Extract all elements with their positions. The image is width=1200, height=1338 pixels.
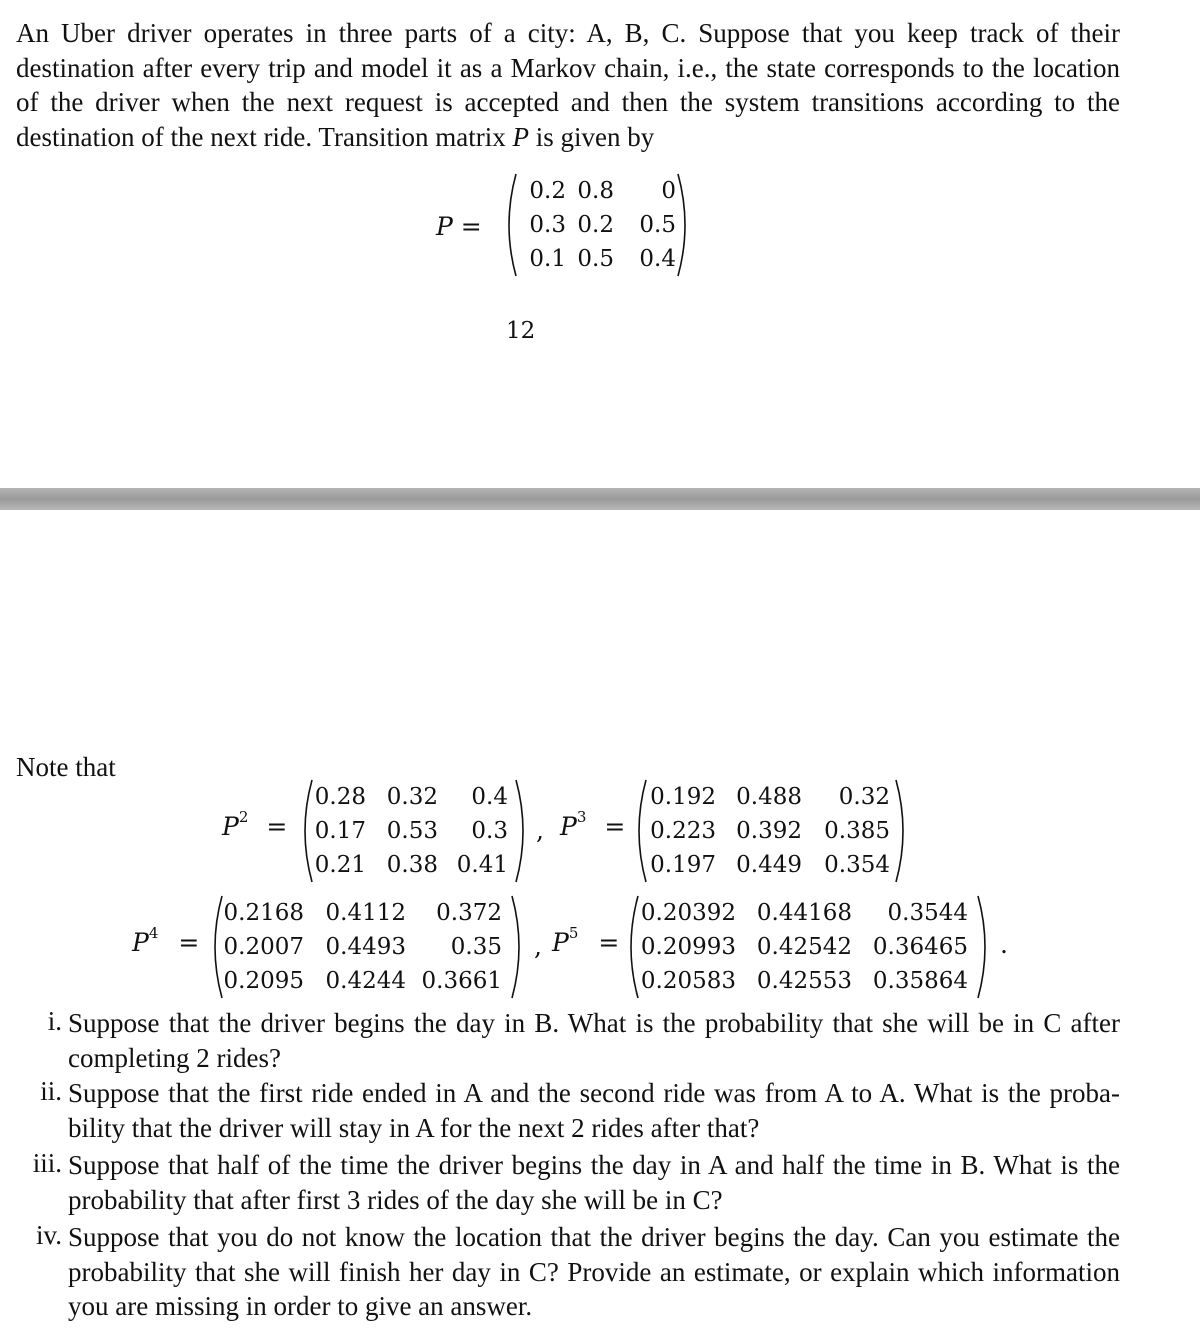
matrix_P4-cell-r1-c2: 0.4112 — [325, 900, 406, 926]
matrix-p5-symbol: P — [552, 928, 569, 957]
matrix-p-label — [436, 212, 482, 241]
matrix_P4-cell-r2-c1: 0.2007 — [223, 934, 304, 960]
matrix_P2-cell-r3-c1: 0.21 — [314, 852, 366, 878]
matrix-p5 — [624, 894, 992, 1000]
matrix_P2-left-paren — [305, 780, 312, 882]
matrix-p3-symbol: P — [560, 812, 577, 841]
intro-line-4c: is given by — [528, 121, 655, 152]
question-1-line-1: Suppose that the driver begins the day in B. What is the probability that she will be in C after — [68, 1008, 1120, 1038]
matrix_P-cell-r3-c2: 0.5 — [577, 246, 614, 272]
matrix-p2-symbol: P — [222, 812, 239, 841]
question-3-line-1: Suppose that half of the time the driver begins the day in A and half the time in B. What is the — [68, 1150, 1120, 1180]
comma-1: , — [536, 816, 544, 845]
matrix_P3-cell-r2-c1: 0.223 — [650, 818, 716, 844]
matrix_P4-cell-r1-c3: 0.372 — [436, 900, 502, 926]
matrix-p5-exponent: 5 — [568, 924, 579, 942]
matrix_P5-cell-r3-c2: 0.42553 — [756, 968, 852, 994]
matrix_P2-cell-r3-c2: 0.38 — [386, 852, 438, 878]
question-2-number: ii. — [40, 1076, 62, 1106]
matrix_P5-cell-r1-c3: 0.3544 — [887, 900, 968, 926]
matrix_P2-cell-r1-c1: 0.28 — [314, 784, 366, 810]
matrix_P2-cell-r2-c2: 0.53 — [386, 818, 438, 844]
matrix_P4-left-paren — [215, 896, 222, 998]
question-4-line-2: probability that she will finish her day in C? Provide an estimate, or explain which information — [68, 1256, 1120, 1287]
intro-line-4 — [16, 120, 1120, 155]
matrix_P2-right-paren — [516, 780, 523, 882]
matrix_P-cell-r3-c3: 0.4 — [639, 246, 676, 272]
question-3-line-2: probability that after first 3 rides of the day she will be in C? — [68, 1184, 723, 1215]
matrix_P3-cell-r3-c3: 0.354 — [824, 852, 890, 878]
page-number: 12 — [506, 318, 536, 344]
matrix-p4-exponent: 4 — [148, 924, 159, 942]
matrix_P-right-paren — [678, 174, 685, 276]
matrix-p5-label — [552, 924, 620, 957]
matrix_P4-cell-r3-c3: 0.3661 — [421, 968, 502, 994]
matrix_P5-left-paren — [631, 896, 638, 998]
question-4-line-3: you are missing in order to give an answer. — [68, 1291, 533, 1321]
matrix_P4-cell-r2-c2: 0.4493 — [325, 934, 406, 960]
intro-line-4-symbol: P — [512, 121, 529, 152]
matrix_P-left-paren — [509, 174, 516, 276]
matrix_P3-cell-r1-c1: 0.192 — [650, 784, 716, 810]
intro-paragraph — [16, 16, 1120, 154]
matrix-p-label-text: P = — [436, 212, 482, 241]
page-divider — [0, 488, 1200, 510]
matrix_P-cell-r2-c1: 0.3 — [529, 212, 566, 238]
matrix_P5-right-paren — [978, 896, 985, 998]
matrix_P5-cell-r2-c2: 0.42542 — [756, 934, 852, 960]
matrix-p4-symbol: P — [132, 928, 149, 957]
matrix_P-cell-r2-c2: 0.2 — [577, 212, 614, 238]
matrix-p5-eq: = — [598, 928, 620, 957]
matrix_P2-cell-r2-c3: 0.3 — [471, 818, 508, 844]
matrix_P-cell-r2-c3: 0.5 — [639, 212, 676, 238]
matrix-p2-exponent: 2 — [238, 808, 249, 826]
question-3 — [68, 1148, 1120, 1217]
matrix_P-cell-r1-c1: 0.2 — [529, 178, 566, 204]
matrix_P3-cell-r3-c1: 0.197 — [650, 852, 716, 878]
intro-line-2: destination after every trip and model it as a Markov chain, i.e., the state corresponds to the location — [16, 52, 1120, 83]
intro-line-4a: destination of the next ride. Transition matrix — [16, 121, 513, 152]
matrix-p2-label — [222, 808, 288, 841]
question-2-line-1: Suppose that the first ride ended in A and the second ride was from A to A. What is the proba- — [68, 1078, 1120, 1108]
matrix_P5-cell-r3-c1: 0.20583 — [640, 968, 736, 994]
matrix-p3-eq: = — [604, 812, 626, 841]
matrix-p4-label — [132, 924, 200, 957]
question-4-number: iv. — [36, 1220, 62, 1250]
matrix_P-cell-r3-c1: 0.1 — [529, 246, 566, 272]
question-2-line-2: bility that the driver will stay in A for the next 2 rides after that? — [68, 1112, 760, 1143]
matrix_P3-cell-r1-c2: 0.488 — [736, 784, 802, 810]
question-1 — [68, 1006, 1120, 1075]
intro-line-1: An Uber driver operates in three parts of a city: A, B, C. Suppose that you keep track of their — [16, 18, 1120, 48]
matrix_P5-cell-r2-c1: 0.20993 — [640, 934, 736, 960]
matrix-p4-eq: = — [178, 928, 200, 957]
matrix_P2-cell-r1-c3: 0.4 — [471, 784, 508, 810]
note-label: Note that — [16, 752, 116, 782]
matrix-p — [502, 172, 692, 278]
matrix-p2-eq: = — [266, 812, 288, 841]
matrix_P5-cell-r2-c3: 0.36465 — [872, 934, 968, 960]
matrix_P5-cell-r1-c1: 0.20392 — [640, 900, 736, 926]
matrix_P4-cell-r2-c3: 0.35 — [450, 934, 502, 960]
matrix_P3-cell-r2-c2: 0.392 — [736, 818, 802, 844]
question-2 — [68, 1076, 1120, 1145]
final-period: . — [1000, 930, 1008, 959]
matrix-p4 — [208, 894, 526, 1000]
matrix_P3-left-paren — [639, 780, 646, 882]
matrix_P4-cell-r1-c1: 0.2168 — [223, 900, 304, 926]
question-1-number: i. — [47, 1006, 62, 1036]
matrix-p3-exponent: 3 — [576, 808, 587, 826]
question-4-line-1: Suppose that you do not know the location that the driver begins the day. Can you estimate the — [68, 1222, 1120, 1252]
matrix_P4-cell-r3-c1: 0.2095 — [223, 968, 304, 994]
matrix_P2-cell-r3-c3: 0.41 — [456, 852, 508, 878]
matrix_P2-cell-r1-c2: 0.32 — [386, 784, 438, 810]
matrix_P5-cell-r3-c3: 0.35864 — [872, 968, 968, 994]
matrix_P-cell-r1-c3: 0 — [661, 178, 676, 204]
comma-2: , — [534, 932, 542, 961]
matrix_P2-cell-r2-c1: 0.17 — [314, 818, 366, 844]
matrix_P-cell-r1-c2: 0.8 — [577, 178, 614, 204]
matrix-p3-label — [560, 808, 626, 841]
matrix_P3-cell-r1-c3: 0.32 — [838, 784, 890, 810]
matrix_P4-cell-r3-c2: 0.4244 — [325, 968, 406, 994]
matrix-p3 — [632, 778, 910, 884]
matrix_P5-cell-r1-c2: 0.44168 — [756, 900, 852, 926]
matrix_P3-cell-r3-c2: 0.449 — [736, 852, 802, 878]
matrix-p2 — [298, 778, 530, 884]
question-4 — [68, 1220, 1120, 1324]
matrix_P3-cell-r2-c3: 0.385 — [824, 818, 890, 844]
matrix_P4-right-paren — [512, 896, 519, 998]
intro-line-3: of the driver when the next request is accepted and then the system transitions according to the — [16, 87, 1120, 117]
question-1-line-2: completing 2 rides? — [68, 1042, 281, 1073]
matrix_P3-right-paren — [896, 780, 903, 882]
question-3-number: iii. — [32, 1148, 62, 1178]
